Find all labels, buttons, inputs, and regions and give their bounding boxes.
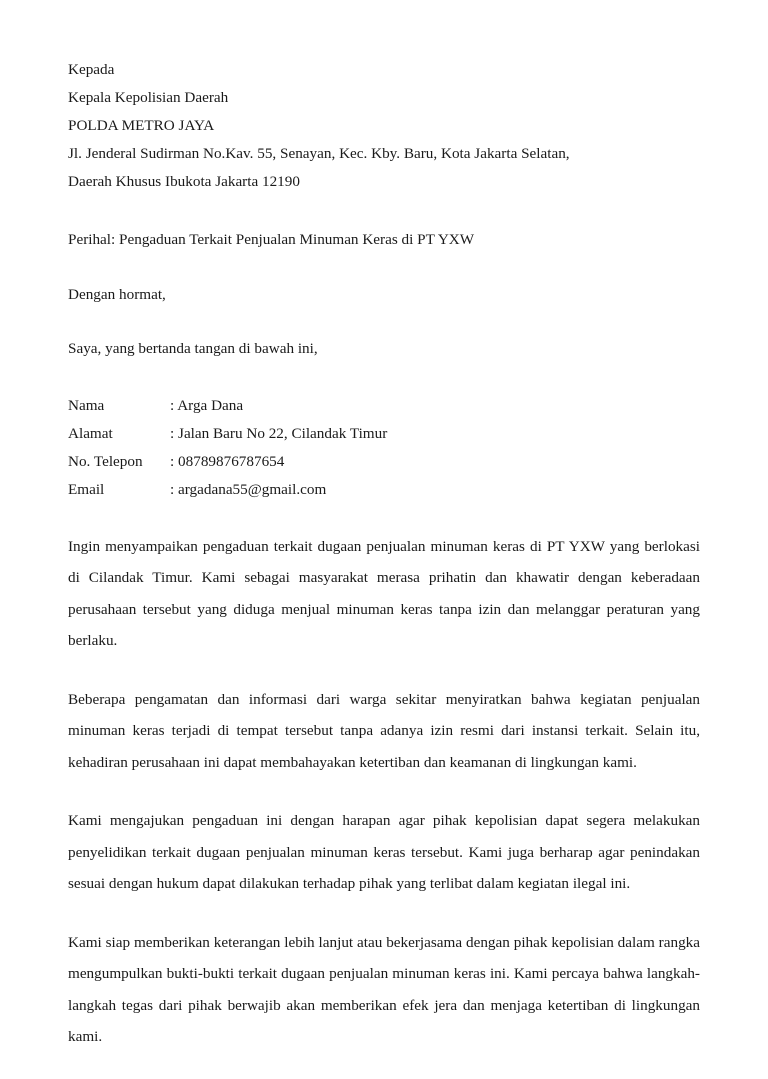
identity-separator-nama: : — [170, 396, 175, 414]
spacer-before-paragraph-1 — [68, 504, 700, 531]
addressee-address-line-2: Daerah Khusus Ibukota Jakarta 12190 — [68, 173, 300, 190]
identity-label-email: Email — [68, 480, 105, 498]
addressee-salutation: Kepada — [68, 61, 115, 78]
identity-text-alamat: Jalan Baru No 22, Cilandak Timur — [178, 424, 388, 442]
spacer-before-paragraph-2 — [68, 657, 700, 684]
identity-value-nama — [170, 392, 387, 420]
letter-body — [68, 56, 700, 1053]
identity-separator-alamat: : — [170, 424, 175, 442]
table-row — [68, 392, 387, 420]
identity-table — [68, 392, 387, 504]
identity-label-telepon: No. Telepon — [68, 452, 143, 470]
subject-line: Perihal: Pengaduan Terkait Penjualan Minuman Keras di PT YXW — [68, 231, 475, 248]
table-row — [68, 476, 387, 504]
spacer-before-greeting — [68, 254, 700, 281]
identity-text-telepon: 08789876787654 — [178, 452, 285, 470]
spacer-before-subject — [68, 196, 700, 226]
identity-text-nama: Arga Dana — [177, 396, 244, 414]
spacer-before-paragraph-4 — [68, 900, 700, 927]
table-row — [68, 420, 387, 448]
addressee-address-line-1: Jl. Jenderal Sudirman No.Kav. 55, Senayan, Kec. Kby. Baru, Kota Jakarta Selatan, — [68, 145, 570, 162]
spacer-before-paragraph-3 — [68, 778, 700, 805]
table-row — [68, 448, 387, 476]
body-paragraph-3: Kami mengajukan pengaduan ini dengan harapan agar pihak kepolisian dapat segera melakukan penyelidikan terkait dugaan penjualan minuman keras tersebut. Kami juga berharap agar penindakan sesuai dengan hukum dapat dilakukan terhadap pihak yang terlibat dalam kegiatan ilegal ini. — [68, 812, 700, 892]
identity-separator-telepon: : — [170, 452, 175, 470]
greeting-line: Dengan hormat, — [68, 285, 166, 303]
identity-value-email — [170, 476, 387, 504]
intro-line: Saya, yang bertanda tangan di bawah ini, — [68, 340, 318, 357]
spacer-before-identity — [68, 363, 700, 392]
addressee-block — [68, 56, 700, 196]
identity-value-alamat — [170, 420, 387, 448]
identity-text-email: argadana55@gmail.com — [178, 480, 327, 498]
spacer-before-intro — [68, 308, 700, 335]
body-paragraph-4: Kami siap memberikan keterangan lebih lanjut atau bekerjasama dengan pihak kepolisian dalam rangka mengumpulkan bukti-bukti terkait dugaan penjualan minuman keras ini. Kami percaya bahwa langkah-langkah tegas dari pihak berwajib akan memberikan efek jera dan menjaga ketertiban di lingkungan kami. — [68, 933, 700, 1045]
body-paragraph-2: Beberapa pengamatan dan informasi dari warga sekitar menyiratkan bahwa kegiatan penjualan minuman keras terjadi di tempat tersebut tanpa adanya izin resmi dari instansi terkait. Selain itu, kehadiran perusahaan ini dapat membahayakan ketertiban dan keamanan di lingkungan kami. — [68, 690, 700, 771]
body-paragraph-1: Ingin menyampaikan pengaduan terkait dugaan penjualan minuman keras di PT YXW yang berlokasi di Cilandak Timur. Kami sebagai masyarakat merasa prihatin dan khawatir dengan keberadaan perusahaan tersebut yang diduga menjual minuman keras tanpa izin dan melanggar peraturan yang berlaku. — [68, 537, 700, 649]
addressee-institution: POLDA METRO JAYA — [68, 117, 215, 134]
identity-label-alamat: Alamat — [68, 424, 113, 442]
addressee-recipient-title: Kepala Kepolisian Daerah — [68, 89, 229, 106]
identity-label-nama: Nama — [68, 396, 105, 414]
identity-separator-email: : — [170, 480, 175, 498]
identity-value-telepon — [170, 448, 387, 476]
